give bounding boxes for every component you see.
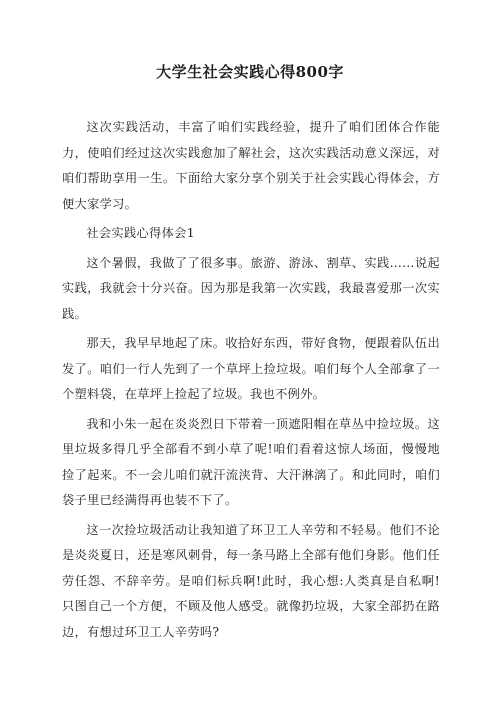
- body-paragraph: 我和小朱一起在炎炎烈日下带着一顶遮阳帽在草丛中捡垃圾。这里垃圾多得几乎全部看不到小草了呢!咱们看着这惊人场面，慢慢地捡了起来。不一会儿咱们就汗流浃背、大汗淋漓了。和此同时，咱们袋子里已经满得再也装不下了。: [62, 416, 440, 507]
- body-paragraph: 这个暑假，我做了了很多事。旅游、游泳、割草、实践……说起实践，我就会十分兴奋。因为那是我第一次实践，我最喜爱那一次实践。: [62, 255, 440, 321]
- body-paragraph: 那天，我早早地起了床。收拾好东西，带好食物，便跟着队伍出发了。咱们一行人先到了一个草坪上捡垃圾。咱们每个人全部拿了一个塑料袋，在草坪上捡起了垃圾。我也不例外。: [62, 336, 440, 401]
- intro-paragraph: 这次实践活动，丰富了咱们实践经验，提升了咱们团体合作能力，使咱们经过这次实践愈加了解社会，这次实践活动意义深远，对咱们帮助享用一生。下面给大家分享个别关于社会实践心得体会，方便大家学习。: [62, 120, 440, 211]
- document-title: 大学生社会实践心得800字: [156, 63, 344, 81]
- document-body: [62, 115, 440, 649]
- body-paragraph: 这一次捡垃圾活动让我知道了环卫工人辛劳和不轻易。他们不论是炎炎夏日，还是寒风刺骨，每一条马路上全部有他们身影。他们任劳任怨、不辞辛劳。是咱们标兵啊!此时，我心想:人类真是自私啊!只图自己一个方便，不顾及他人感受。就像扔垃圾，大家全部扔在路边，有想过环卫工人辛劳吗?: [62, 522, 440, 639]
- section-heading: 社会实践心得体会1: [86, 226, 195, 240]
